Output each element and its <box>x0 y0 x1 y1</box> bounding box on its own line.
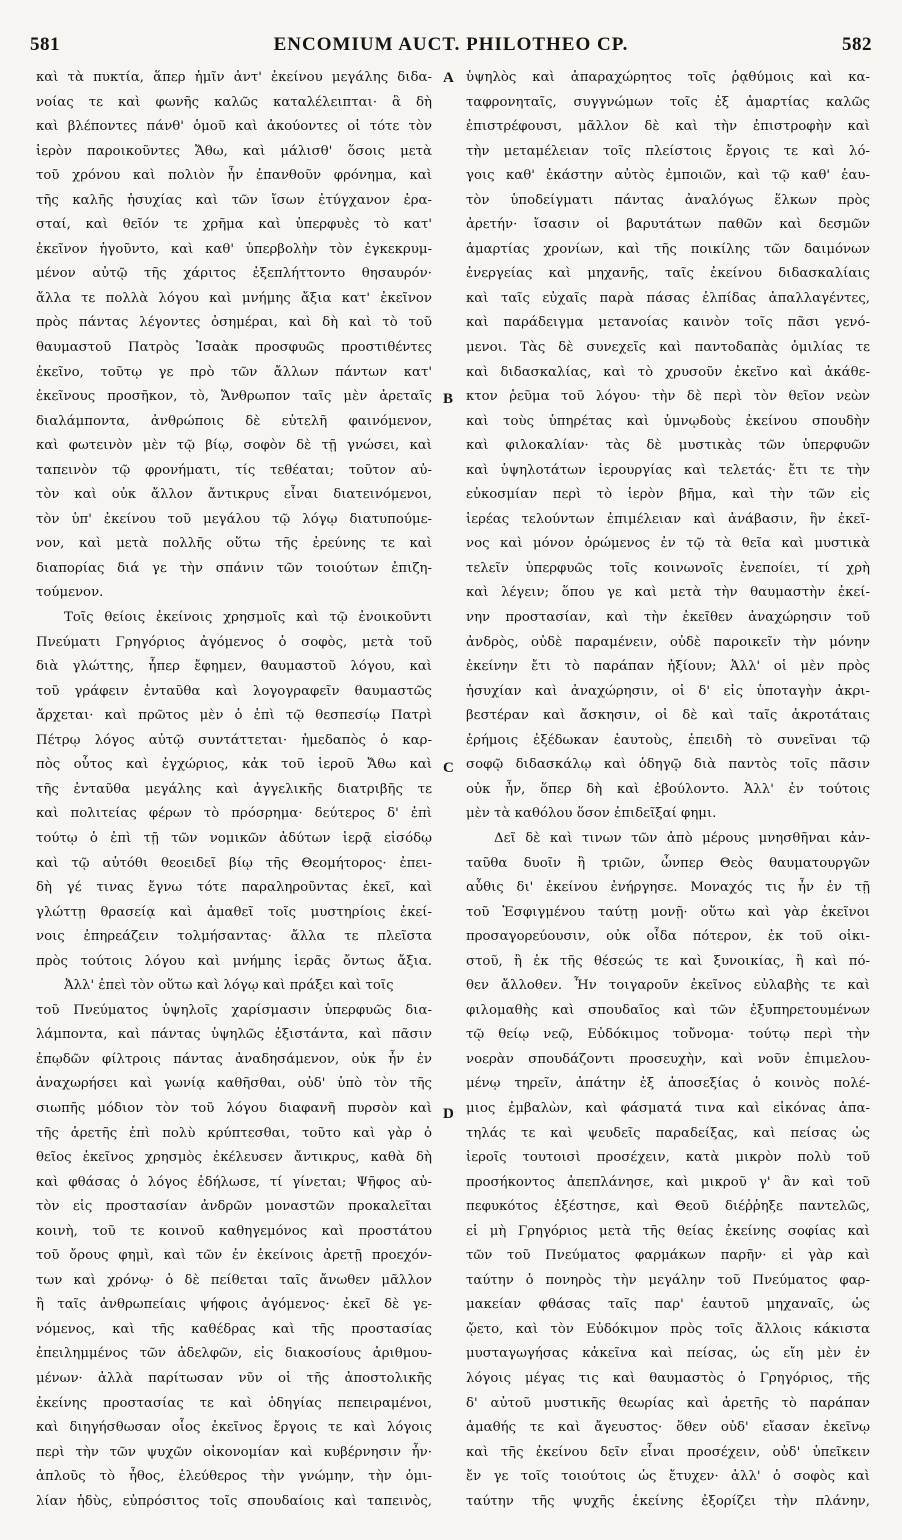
text-line: ἐκεῖνους προσῆκον, τὸ, Ἄνθρωπον ταῖς μὲν ἀρεταῖς <box>36 389 432 405</box>
text-line: πρὸς τούτοις λόγου καὶ μνήμης ἱερᾶς ὄντως ἄξια. <box>36 953 432 969</box>
text-line: ἢ ταῖς ἀνθρωπείαις ψήφοις ἀγόμενος· ἐκεῖ δὲ γε- <box>36 1297 432 1313</box>
text-line: εἰ μὴ Γρηγόριος μετὰ τῆς θείας ἐκείνης σοφίας καὶ <box>466 1223 870 1239</box>
text-line: καὶ φωτεινὸν μὲν τῷ βίῳ, σοφὸν δὲ τῇ γνώσει, καὶ <box>36 438 432 454</box>
text-line: ἔν γε τοῖς τοιούτοις ὡς ἔτυχεν· ἀλλ' ὁ σοφὸς καὶ <box>466 1469 870 1485</box>
text-line: ἐνεργείας καὶ μηχανῆς, ταῖς ἐκείνου διδασκαλίαις <box>466 266 870 282</box>
text-line: καὶ λέγειν; ὅπου γε καὶ μετὰ τὴν θαυμαστὴν ἐκεί- <box>466 585 870 601</box>
text-line: μὲν τὰ καθόλου ὅσον ἐπιδεῖξαί φημι. <box>466 806 717 822</box>
text-line: τὸν εἰς προστασίαν ἀνδρῶν μοναστῶν προκαλεῖται <box>36 1199 432 1215</box>
text-line: τηλάς τε καὶ ψευδεῖς παραδείξας, καὶ πείσας ὡς <box>466 1125 870 1141</box>
text-line: τὸν ὑπ' ἐκείνου τοῦ μεγάλου τῷ λόγῳ διατυπούμε- <box>36 511 432 527</box>
text-line: ταπεινὸν τῷ φρονήματι, τίς τεθέαται; τοῦτον αὐ- <box>36 462 432 478</box>
text-line: εὐκοσμίαν περὶ τὸ ἱερὸν βῆμα, καὶ τὴν τῶν εἰς <box>466 487 870 503</box>
text-line: τῆς ἀρετῆς ἐπὶ πολὺ κρύπτεσθαι, τοῦτο καὶ γὰρ ὁ <box>36 1125 432 1141</box>
text-line: καὶ παράδειγμα μετανοίας καινὸν τοῖς πᾶσι γενό- <box>466 315 870 331</box>
text-line: ἐκεῖνο, τοῦτῳ γε πρὸ τῶν ἄλλων πάντων κατ' <box>36 364 432 380</box>
text-line: καὶ τῆς ἐκείνου δεῖν εἶναι προσέχειν, οὐδ' ὑπεῖκειν <box>466 1444 870 1460</box>
text-line: σιωπῆς μόδιον τὸν τοῦ λόγου διαφανῆ πυρσὸν καὶ <box>36 1100 432 1116</box>
text-line: νον, καὶ μετὰ πολλῆς οὕτω τῆς ἐρεύνης τε καὶ <box>36 536 432 552</box>
text-line: γοις καθ' ἑκάστην αὐτὸς ἐμποιῶν, καὶ τῷ καθ' ἑαυ- <box>466 168 870 184</box>
text-line: θεν ἄλλοθεν. Ἦν τοιγαροῦν ἐκεῖνος εὐλαβὴς τε καὶ <box>466 978 870 994</box>
text-line: ᾤετο, καὶ τὸν Εὐδόκιμον πρὸς τοῖς ἄλλοις κάκιστα <box>466 1321 870 1337</box>
text-line: μένῳ τηρεῖν, ἀπάτην ἐξ ἀποσεξίας ὁ κοινὸς πολέ- <box>466 1076 870 1092</box>
running-header <box>30 30 872 60</box>
text-line: ἄλλα τε πολλὰ λόγου καὶ μνήμης ἄξια κατ' ἐκεῖνον <box>36 290 432 306</box>
text-line: τούτῳ ὁ ἐπὶ τῇ τῶν νομικῶν ἀδύτων ἱερᾷ εἰσόδῳ <box>36 830 432 846</box>
text-line: ἱερέας τελούντων ἐπιμέλειαν καὶ ἀνάβασιν, ἣν ἐκεῖ- <box>466 511 870 527</box>
margin-letter-c: C <box>443 760 454 776</box>
page-number-right: 582 <box>841 34 872 55</box>
text-line: μένον αὐτῷ τῆς χάριτος ἐξεπλήττοντο θησαυρόν· <box>36 266 432 282</box>
text-line: ἐρήμοις ἐξέδωκαν ἑαυτοὺς, ἐπειδὴ τὸ συνεῖναι τῷ <box>466 732 870 748</box>
text-line: μυσταγωγήσας κἀκεῖνα καὶ πείσας, ὡς εἴη μὲν ἐν <box>466 1346 870 1362</box>
page-number-left: 581 <box>30 34 60 55</box>
text-line: ταφρονηταῖς, συγγνώμων τοῖς ἐξ ἁμαρτίας καλῶς <box>466 94 870 110</box>
text-line: φιλομαθὴς καὶ σπουδαῖος καὶ τῶν ἐξυπηρετουμένων <box>466 1002 870 1018</box>
text-line: μενοι. Τὰς δὲ συνεχεῖς καὶ παντοδαπὰς ὁμιλίας τε <box>466 340 870 356</box>
right-column <box>466 66 870 1514</box>
text-line: καὶ τοὺς ὑπηρέτας καὶ ὑμνῳδοὺς ἐκείνου σπουδὴν <box>466 413 870 429</box>
text-line: τὸν καὶ οὐκ ἄλλον ἄντικρυς εἶναι διατεινόμενοι, <box>36 487 432 503</box>
text-line: ἱερὸν παροικοῦντες Ἄθω, καὶ μάλισθ' ὅσοις μετὰ <box>36 143 432 159</box>
text-line: διὰ γλώττης, ἧπερ ἔφημεν, θαυμαστοῦ λόγου, καὶ <box>36 659 432 675</box>
text-line: ἁπλοῦς τὸ ἦθος, ἐλεύθερος τὴν γνώμην, τὴν ὁμι- <box>36 1469 432 1485</box>
text-line: τοῦ Ἐσφιγμένου ταύτῃ μονῇ· οὕτω καὶ γὰρ ἐκεῖνοι <box>466 904 870 920</box>
text-line: στοῦ, ἢ ἐκ τῆς θέσεώς τε καὶ ξυνοικίας, ἢ καὶ πό- <box>466 953 870 969</box>
text-line: αὖθις δι' ἐκείνου ἐνήργησε. Μοναχός τις ἦν ἐν τῇ <box>466 880 870 896</box>
text-line: βεστέραν καὶ ἄσκησιν, οἱ δὲ καὶ ταῖς ἀκροτάταις <box>466 708 870 724</box>
text-line: νοις ἐπηρεάζειν τολμήσαντας· ἄλλα τε πλεῖστα <box>36 929 432 945</box>
text-line: καὶ ὑψηλοτάτων ἱερουργίας καὶ τελετάς· ἔτι τε τὴν <box>466 462 870 478</box>
text-line: ἁμαρτίας χρονίων, καὶ τῆς ποικίλης τῶν δαιμόνων <box>466 241 870 257</box>
text-line: περὶ τὴν τῶν ψυχῶν οἰκονομίαν καὶ κυβέρνησιν ἦν· <box>36 1444 432 1460</box>
text-line: καὶ διηγήσθωσαν οἷος ἐκεῖνος ἔργοις τε καὶ λόγοις <box>36 1420 432 1436</box>
text-line: θαυμαστοῦ Πατρὸς Ἰσαὰκ προσφυῶς προστιθέντες <box>36 340 432 356</box>
text-line: Δεῖ δὲ καὶ τινων τῶν ἀπὸ μέρους μνησθῆναι κἀν- <box>494 830 870 846</box>
text-line: γλώττῃ θρασείᾳ καὶ ἀμαθεῖ τοῖς μυστηρίοις ἐκεί- <box>36 904 432 920</box>
text-line: τούμενον. <box>36 585 104 601</box>
text-line: καὶ ταῖς εὐχαῖς παρὰ πάσας ἐλπίδας ἀπαλλαγέντες, <box>466 290 870 306</box>
text-line: ὑψηλὸς καὶ ἀπαραχώρητος τοῖς ῥᾳθύμοις καὶ κα- <box>466 70 870 85</box>
text-line: λίαν ἡδὺς, εὐπρόσιτος τοῖς σπουδαίοις καὶ ταπεινὸς, <box>36 1493 432 1509</box>
text-line: μένων· ἀλλὰ παρίτωσαν νῦν οἱ τῆς ἀποστολικῆς <box>36 1370 432 1386</box>
text-line: ἄρχεται· καὶ πρῶτος μὲν ὁ ἐπὶ τῷ θεσπεσίῳ Πατρὶ <box>36 708 432 724</box>
text-line: ἡσυχίαν καὶ ἀναχώρησιν, οἱ δ' εἰς ὑποταγὴν ἀκρι- <box>466 683 870 699</box>
text-line: τῆς καλῆς ἡσυχίας καὶ τῶν ἴσων ἐτύγχανον ἐρα- <box>36 192 432 208</box>
text-line: ἀναχωρήσει καὶ γωνίᾳ καθῆσθαι, οὐδ' ὑπὸ τὸν τῆς <box>36 1076 432 1092</box>
text-line: Τοῖς θείοις ἐκείνοις χρησμοῖς καὶ τῷ ἐνοικοῦντι <box>64 610 432 626</box>
text-line: δ' αὐτοῦ μυστικῆς θεωρίας καὶ ἀρετῆς τὸ παράπαν <box>466 1395 870 1411</box>
text-line: πὸς οὗτος καὶ ἐγχώριος, κἀκ τοῦ ἱεροῦ Ἄθω καὶ <box>36 757 432 773</box>
margin-letter-a: A <box>443 70 454 86</box>
text-line: νόμενος, καὶ τῆς καθέδρας καὶ τῆς προστασίας <box>36 1321 432 1337</box>
text-line: νην προστασίαν, καὶ τὴν ἐκεῖθεν ἀναχώρησιν τοῦ <box>466 610 870 626</box>
text-line: ταῦθα δυοῖν ἢ τριῶν, ὧνπερ Θεὸς θαυματουργῶν <box>466 855 870 871</box>
margin-letter-d: D <box>443 1106 454 1122</box>
left-column <box>36 66 432 1514</box>
text-line: ἐπιστρέφουσι, μᾶλλον δὲ καὶ τὴν ἐπιστροφὴν καὶ <box>466 119 870 135</box>
text-line: ἱεροῖς τουτοισὶ προσέχειν, κατὰ μικρὸν πολὺ τοῦ <box>466 1150 870 1166</box>
text-line: ταύτην τῆς ψυχῆς ἐκείνης ἐξορίζει τὴν πλάνην, <box>466 1493 870 1509</box>
text-line: σοφῷ διδασκάλῳ καὶ ὁδηγῷ διὰ παντὸς τοῖς πᾶσιν <box>466 757 870 773</box>
text-line: μιος ἐμβαλὼν, καὶ φάσματά τινα καὶ εἰκόνας ἀπα- <box>466 1100 870 1116</box>
text-line: ἐκεῖνον ἡγοῦντο, καὶ καθ' ὑπερβολὴν τὸν ἐγκεκρυμ- <box>36 241 432 257</box>
text-line: των καὶ χρόνῳ· ὁ δὲ πείθεται ταῖς ἄνωθεν μᾶλλον <box>36 1272 432 1288</box>
text-line: μακείαν φθάσας ταῖς παρ' ἑαυτοῦ μηχαναῖς, ὡς <box>466 1297 870 1313</box>
text-line: διαπορίας διά γε τὴν σπάνιν τῶν τοιούτων ἐπιζη- <box>36 560 432 576</box>
text-line: ἐπειλημμένος τῶν ἀδελφῶν, εἰς διακοσίους ἀριθμου- <box>36 1346 432 1362</box>
text-line: τῆς ἐνταῦθα μεγάλης καὶ ἀγγελικῆς διατριβῆς τε <box>36 781 432 797</box>
text-line: καὶ πολιτείας φέρων τὸ πρόσρημα· δεύτερος δ' ἐπὶ <box>36 806 432 822</box>
text-line: Πνεύματι Γρηγόριος ἀγόμενος ὁ σοφὸς, μετὰ τοῦ <box>36 634 432 650</box>
text-line: καὶ διδασκαλίας, καὶ τὸ χρυσοῦν ἐκεῖνο καὶ ἀκάθε- <box>466 364 870 380</box>
text-line: ἐκείνης προστασίας τε καὶ ὁδηγίας πεπειραμένοι, <box>36 1395 432 1411</box>
text-line: προσαγορεύουσιν, οὐκ οἶδα πότερον, ἐκ τοῦ οἰκι- <box>466 929 870 945</box>
text-line: καὶ φιλοκαλίαν· τὰς δὲ μυστικὰς τῶν ὑπερφυῶν <box>466 438 870 454</box>
text-line: κοινὴ, τοῦ τε κοινοῦ καθηγεμόνος καὶ προστάτου <box>36 1223 432 1239</box>
text-line: τοῦ ὄρους φημὶ, καὶ τῶν ἐν ἐκείνοις ἀρετῇ προεχόν- <box>36 1248 432 1264</box>
text-line: ἀρετήν· ἴσασιν οἱ βαρυτάτων παθῶν καὶ δεσμῶν <box>466 217 870 233</box>
text-line: κτον ῥεῦμα τοῦ λόγου· τὴν δὲ περὶ τὸν θεῖον νεὼν <box>466 389 870 405</box>
text-line: ἀμαθής τε καὶ ἄγευστος· ὅθεν οὐδ' εἴασαν ἐκεῖνῳ <box>466 1420 870 1436</box>
margin-letter-b: B <box>443 391 454 407</box>
text-line: τελεῖν ὑπερφυῶς τοῖς κοινωνοῖς ἐνεποίει, τί χρὴ <box>466 560 870 576</box>
text-line: τὸν ὑποδείγματι πάντας ἀναλόγως ἕλκων πρὸς <box>466 192 870 208</box>
text-line: Πέτρῳ λόγος αὐτῷ συντάττεται· ἡμεδαπὸς ὁ καρ- <box>36 732 432 748</box>
text-line: ταύτην ὁ πονηρὸς τὴν μεγάλην τοῦ Πνεύματος φαρ- <box>466 1272 870 1288</box>
text-line: ἀνδρὸς, οὐδὲ παραμένειν, οὐδὲ παροικεῖν τὴν μόνην <box>466 634 870 650</box>
text-line: τὴν μεταμέλειαν τοῖς πλείστοις ἔργοις τε καὶ λό- <box>466 143 870 159</box>
text-line: προσήκοντος ἀπεπλάνησε, καὶ μικροῦ γ' ἂν καὶ τοῦ <box>466 1174 870 1190</box>
text-line: πεφυκότος ἐξέστησε, καὶ Θεοῦ διέῤῥηξε παντελῶς, <box>466 1199 870 1215</box>
text-line: πρὸς πάντας λέγοντες ὁσημέραι, καὶ δὴ καὶ τὸ τοῦ <box>36 315 432 331</box>
text-line: τοῦ γράφειν ἐνταῦθα καὶ λογογραφεῖν θαυμαστῶς <box>36 683 432 699</box>
text-line: νος καὶ μόνον ὁρώμενος ἐν τῷ τὰ θεῖα καὶ μυστικὰ <box>466 536 870 552</box>
text-line: τῶν τοῦ Πνεύματος φαρμάκων παρῆν· εἰ γὰρ καὶ <box>466 1248 870 1264</box>
text-line: λάμποντα, καὶ πάντας ὑψηλῶς ἐξιστάντα, καὶ πᾶσιν <box>36 1027 432 1043</box>
text-line: οὐκ ἦν, ὅπερ δὴ καὶ ἐβούλοντο. Ἀλλ' ἐν τούτοις <box>466 781 870 797</box>
text-line: καὶ τὰ πυκτία, ἅπερ ἡμῖν ἀντ' ἐκείνου μεγάλης διδα- <box>36 70 432 85</box>
text-line: λόγοις μέγας τις καὶ θαυμαστὸς ὁ Γρηγόριος, τῆς <box>466 1370 870 1386</box>
running-title: ENCOMIUM AUCT. PHILOTHEO CP. <box>273 34 629 55</box>
text-line: Ἀλλ' ἐπεὶ τὸν οὕτω καὶ λόγῳ καὶ πράξει καὶ τοῖς <box>64 978 394 994</box>
text-line: ἐπῳδῶν φίλτροις πάντας ἀναδησάμενον, οὐκ ἦν ἐν <box>36 1051 432 1067</box>
text-line: νοίας τε καὶ φωνῆς καλῶς καταλέλειπται· ἃ δὴ <box>36 94 432 110</box>
text-line: τοῦ χρόνου καὶ πολιὸν ἦν ἐπανθοῦν φρόνημα, καὶ <box>36 168 432 184</box>
text-line: δὴ γέ τινας ἔγνω τότε παραληροῦντας ἐκεῖ, καὶ <box>36 880 432 896</box>
text-line: νοερὰν σπουδάζοντι προσευχὴν, καὶ νοῦν ἐπιμελου- <box>466 1051 870 1067</box>
text-line: ἐκείνην ἔτι τὸ παράπαν ἠξίουν; Ἀλλ' οἱ μὲν πρὸς <box>466 659 870 675</box>
text-line: καὶ βλέποντες πάνθ' ὁμοῦ καὶ ἀκούοντες οἱ τότε τὸν <box>36 119 432 135</box>
text-line: διαλάμποντα, ἀνθρώποις δὲ εὐτελῆ φαινόμενον, <box>36 413 432 429</box>
text-line: τῷ θείῳ νεῷ, Εὐδόκιμος τοὔνομα· τούτῳ περὶ τὴν <box>466 1027 870 1043</box>
text-line: τοῦ Πνεύματος ὑψηλοῖς χαρίσμασιν ὑπερφυῶς δια- <box>36 1002 432 1018</box>
text-line: θεῖος ἐκεῖνος χρησμὸς ἐκέλευσεν ἄντικρυς, καθὰ δὴ <box>36 1150 432 1166</box>
text-line: σταί, καὶ θεῖόν τε χρῆμα καὶ ὑπερφυὲς τὸ κατ' <box>36 217 432 233</box>
text-line: καὶ τῷ αὐτόθι θεοειδεῖ βίῳ τῆς Θεομήτορος· ἐπει- <box>36 855 432 871</box>
text-line: καὶ φθάσας ὁ λόγος ἐδήλωσε, τί γίνεται; Ψῆφος αὐ- <box>36 1174 432 1190</box>
